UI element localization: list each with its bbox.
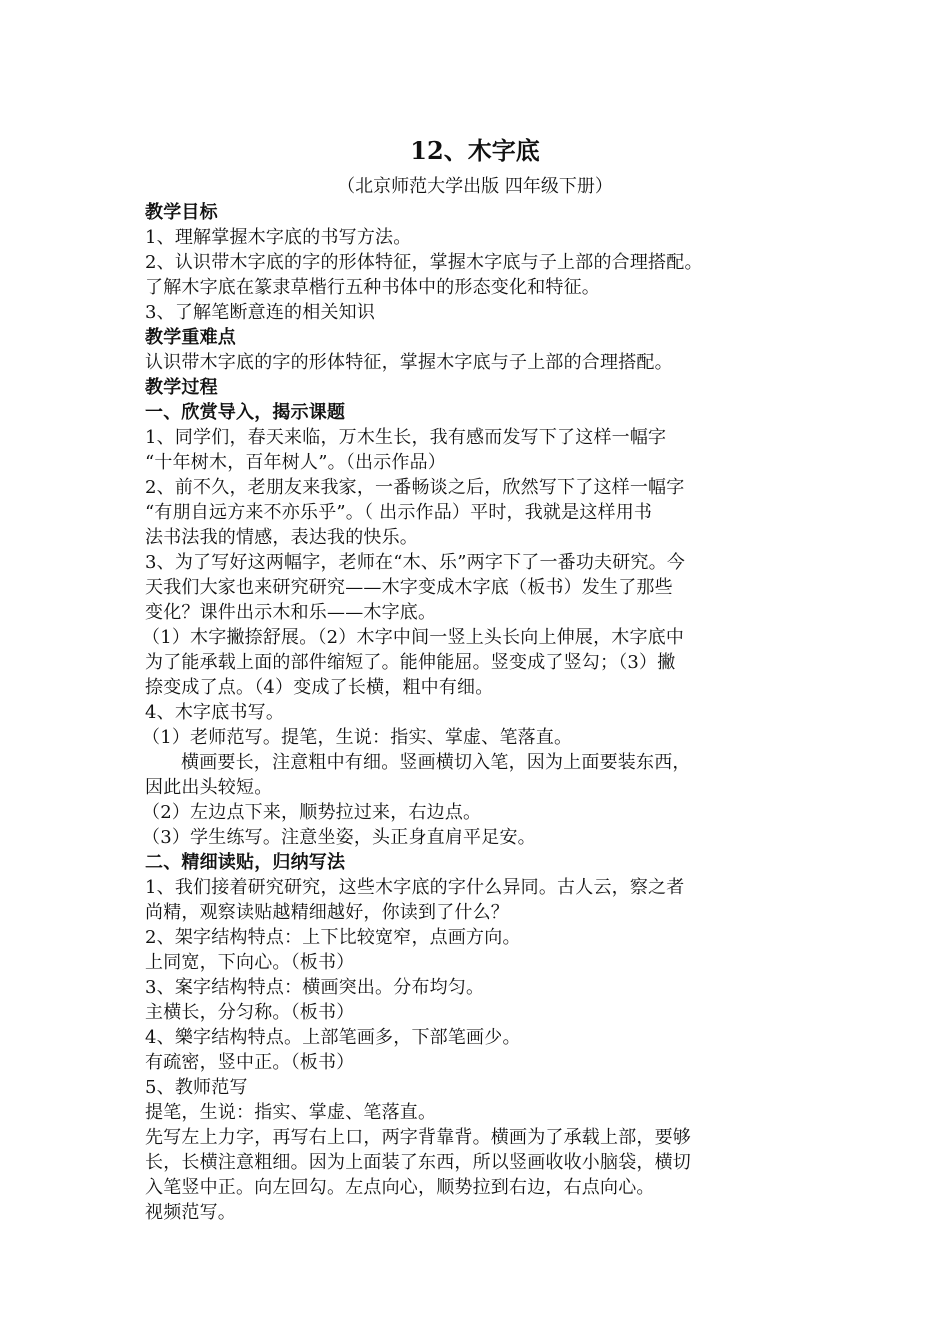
- paragraph-line: 上同宽，下向心。（板书）: [145, 952, 355, 973]
- paragraph-line: 5、教师范写: [145, 1077, 248, 1098]
- paragraph-line: 入笔竖中正。向左回勾。左点向心，顺势拉到右边，右点向心。: [145, 1177, 655, 1198]
- paragraph-line: 变化？课件出示木和乐——木字底。: [145, 602, 437, 623]
- paragraph-line: 3、了解笔断意连的相关知识: [145, 302, 376, 323]
- paragraph-line: 因此出头较短。: [145, 777, 273, 798]
- section-heading: 教学目标: [145, 202, 218, 223]
- paragraph-line: 4、樂字结构特点。上部笔画多，下部笔画少。: [145, 1027, 521, 1048]
- paragraph-line: （2）左边点下来，顺势拉过来，右边点。: [142, 802, 482, 823]
- paragraph-line: 1、我们接着研究研究，这些木字底的字什么异同。古人云，察之者: [145, 877, 685, 898]
- paragraph-line: 捺变成了点。（4）变成了长横，粗中有细。: [145, 677, 494, 698]
- paragraph-line: 天我们大家也来研究研究——木字变成木字底（板书）发生了那些: [145, 577, 673, 598]
- paragraph-line: 认识带木字底的字的形体特征，掌握木字底与子上部的合理搭配。: [145, 352, 673, 373]
- paragraph-line: 1、理解掌握木字底的书写方法。: [145, 227, 412, 248]
- paragraph-line: 2、架字结构特点：上下比较宽窄，点画方向。: [145, 927, 521, 948]
- paragraph-line: 主横长，分匀称。（板书）: [145, 1002, 355, 1023]
- paragraph-line: 提笔，生说：指实、掌虚、笔落直。: [145, 1102, 437, 1123]
- paragraph-line: 4、木字底书写。: [145, 702, 285, 723]
- section-heading: 一、欣赏导入，揭示课题: [145, 402, 346, 423]
- paragraph-line: 2、前不久，老朋友来我家，一番畅谈之后，欣然写下了这样一幅字: [145, 477, 685, 498]
- section-heading: 二、精细读贴，归纳写法: [145, 852, 346, 873]
- paragraph-line: “十年树木，百年树人”。（出示作品）: [145, 452, 447, 473]
- paragraph-line: 尚精，观察读贴越精细越好，你读到了什么？: [145, 902, 509, 923]
- paragraph-line: 2、认识带木字底的字的形体特征，掌握木字底与子上部的合理搭配。: [145, 252, 703, 273]
- paragraph-line: （1）老师范写。提笔，生说：指实、掌虚、笔落直。: [142, 727, 573, 748]
- paragraph-line: 视频范写。: [145, 1202, 236, 1223]
- paragraph-line: 法书法我的情感，表达我的快乐。: [145, 527, 418, 548]
- paragraph-line: 横画要长，注意粗中有细。竖画横切入笔，因为上面要装东西，: [181, 752, 691, 773]
- document-body: [142, 200, 845, 1225]
- paragraph-line: “有朋自远方来不亦乐乎”。（ 出示作品）平时，我就是这样用书: [145, 502, 653, 523]
- section-heading: 教学过程: [145, 377, 218, 398]
- paragraph-line: 3、为了写好这两幅字，老师在“木、乐”两字下了一番功夫研究。今: [145, 552, 686, 573]
- paragraph-line: 有疏密，竖中正。（板书）: [145, 1052, 355, 1073]
- document-title: 12、木字底: [410, 136, 540, 165]
- paragraph-line: 3、案字结构特点：横画突出。分布均匀。: [145, 977, 485, 998]
- paragraph-line: （1）木字撇捺舒展。（2）木字中间一竖上头长向上伸展，木字底中: [142, 627, 685, 648]
- document-subtitle: （北京师范大学出版 四年级下册）: [337, 176, 613, 197]
- paragraph-line: 先写左上力字，再写右上口，两字背靠背。横画为了承载上部，要够: [145, 1127, 691, 1148]
- paragraph-line: 为了能承载上面的部件缩短了。能伸能屈。竖变成了竖勾；（3）撇: [145, 652, 676, 673]
- paragraph-line: 1、同学们，春天来临，万木生长，我有感而发写下了这样一幅字: [145, 427, 667, 448]
- paragraph-line: 长，长横注意粗细。因为上面装了东西，所以竖画收收小脑袋，横切: [145, 1152, 691, 1173]
- paragraph-line: （3）学生练写。注意坐姿，头正身直肩平足安。: [142, 827, 536, 848]
- paragraph-line: 了解木字底在篆隶草楷行五种书体中的形态变化和特征。: [145, 277, 600, 298]
- section-heading: 教学重难点: [145, 327, 236, 348]
